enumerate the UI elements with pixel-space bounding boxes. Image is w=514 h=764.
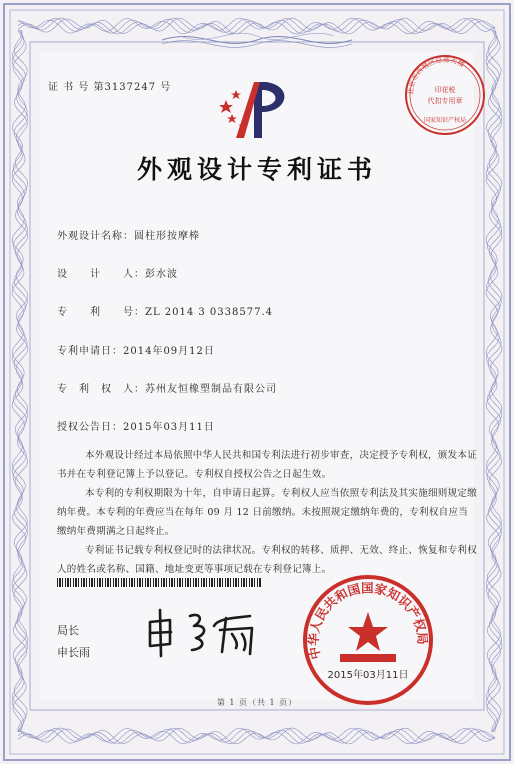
patentee-value: 苏州友恒橡塑制品有限公司 <box>145 384 277 395</box>
patent-number-value: ZL 2014 3 0338577.4 <box>145 307 274 318</box>
filing-date-label: 专利申请日： <box>57 346 123 357</box>
patent-number-label: 专 利 号： <box>57 307 145 318</box>
seal-date: 2015年03月11日 <box>327 670 409 681</box>
top-ornament <box>160 26 354 54</box>
designer-value: 彭水波 <box>145 269 178 280</box>
designer-label: 设 计 人： <box>57 269 145 280</box>
patentee-label: 专 利 权 人： <box>57 384 145 395</box>
tax-seal-stamp <box>402 52 488 138</box>
patent-number-row <box>57 303 273 318</box>
body-paragraph-3: 专利证书记载专利权登记时的法律状况。专利权的转移、质押、无效、终止、恢复和专利权人的姓名或名称、国籍、地址变更等事项记载在专利登记簿上。 <box>57 545 478 575</box>
patentee-row <box>57 380 277 395</box>
director-signature <box>140 604 270 662</box>
certificate-body-text <box>57 446 477 579</box>
certificate-title: 外观设计专利证书 <box>136 155 377 184</box>
seal-line-2: 代扣专用章 <box>427 97 463 105</box>
director-name: 申长雨 <box>57 646 90 659</box>
cnipa-logo-icon <box>214 78 300 144</box>
director-title: 局长 <box>57 624 79 637</box>
grant-date-row <box>57 418 215 433</box>
official-red-seal <box>300 572 436 708</box>
design-name-label: 外观设计名称： <box>57 231 134 242</box>
design-name-value: 圆柱形按摩棒 <box>134 231 200 242</box>
grant-date-label: 授权公告日： <box>57 422 123 433</box>
seal-ring-text: 北京市西城区总部大楼 <box>406 55 466 96</box>
designer-row <box>57 265 178 280</box>
page-footer: 第 1 页（共 1 页） <box>216 698 298 707</box>
barcode <box>57 578 262 587</box>
seal-line-1: 印花税 <box>434 86 456 94</box>
filing-date-row <box>57 342 215 357</box>
design-name-row <box>57 227 200 242</box>
filing-date-value: 2014年09月12日 <box>123 346 215 357</box>
seal-bottom-text: 国家知识产权局 <box>423 117 467 124</box>
grant-date-value: 2015年03月11日 <box>123 422 215 433</box>
certificate-number: 证 书 号 第3137247 号 <box>48 82 172 93</box>
body-paragraph-2: 本专利的专利权期限为十年，自申请日起算。专利权人应当依照专利法及其实施细则规定缴纳年费。本专利的年费应当在每年 09 月 12 日前缴纳。未按照规定缴纳年费的，专利权自应当缴纳年费期满之日起终止。 <box>57 488 478 537</box>
body-paragraph-1: 本外观设计经过本局依照中华人民共和国专利法进行初步审查，决定授予专利权，颁发本证书并在专利登记簿上予以登记。专利权自授权公告之日起生效。 <box>57 450 478 480</box>
seal-org-name: 中华人民共和国国家知识产权局 <box>305 580 431 661</box>
